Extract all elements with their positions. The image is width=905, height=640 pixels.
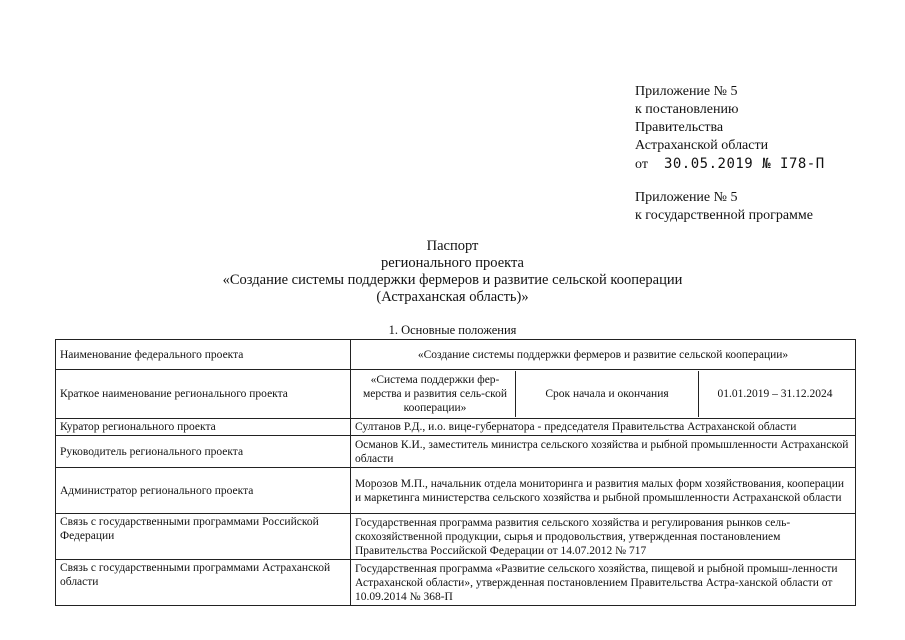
title-line-region: (Астраханская область)» — [376, 289, 529, 305]
table-row — [56, 560, 856, 606]
appendix-ref-government: Правительства — [635, 120, 724, 135]
passport-table — [55, 339, 856, 606]
row-value: Государственная программа «Развитие сельского хозяйства, пищевой и рыбной промыш-ленности Астраханской области», утвержденная постановлением Правительства Астра-ханской области от 10.09.2014 № 368-П — [351, 560, 856, 606]
period-label: Срок начала и окончания — [516, 371, 699, 417]
row-label: Администратор регионального проекта — [56, 468, 351, 514]
row-label: Руководитель регионального проекта — [56, 436, 351, 468]
row-label: Куратор регионального проекта — [56, 419, 351, 436]
row-label: Связь с государственными программами Российской Федерации — [56, 514, 351, 560]
table-row — [56, 514, 856, 560]
title-line-project-name: «Создание системы поддержки фермеров и развитие сельской кооперации — [222, 272, 683, 288]
table-row — [56, 468, 856, 514]
appendix-ref-state-program: к государственной программе — [635, 208, 813, 223]
row-value: Государственная программа развития сельского хозяйства и регулирования рынков сель-скохозяйственной продукции, сырья и продовольствия, утвержденная постановлением Правительства Российской Федерации от 14.07.2012 № 717 — [351, 514, 856, 560]
appendix-number: Приложение № 5 — [635, 84, 738, 99]
passport-title — [0, 238, 905, 306]
appendix-ref-resolution: к постановлению — [635, 102, 739, 117]
row-label: Краткое наименование регионального проекта — [56, 370, 351, 419]
table-row — [56, 370, 856, 419]
resolution-date-number: 30.05.2019 № I78-П — [663, 156, 825, 172]
resolution-date-line — [635, 155, 825, 174]
row-value: «Создание системы поддержки фермеров и развитие сельской кооперации» — [351, 340, 856, 370]
row-label: Связь с государственными программами Астраханской области — [56, 560, 351, 606]
row-label: Наименование федерального проекта — [56, 340, 351, 370]
row-value-composite — [351, 370, 856, 419]
row-value: Морозов М.П., начальник отдела мониторинга и развития малых форм хозяйствования, кооперации и маркетинга министерства сельского хозяйства и рыбной промышленности Астраханской области — [351, 468, 856, 514]
section-heading: 1. Основные положения — [388, 323, 517, 337]
date-prefix: от — [635, 157, 648, 172]
table-row — [56, 436, 856, 468]
appendix-to-state-program — [635, 189, 813, 225]
appendix-ref-region: Астраханской области — [635, 138, 769, 153]
appendix-number-2: Приложение № 5 — [635, 190, 738, 205]
appendix-to-resolution — [635, 83, 825, 174]
row-value: Османов К.И., заместитель министра сельского хозяйства и рыбной промышленности Астраханской области — [351, 436, 856, 468]
period-value: 01.01.2019 – 31.12.2024 — [717, 388, 833, 400]
table-row — [56, 340, 856, 370]
title-line-passport: Паспорт — [426, 238, 479, 254]
short-project-name: «Система поддержки фер-мерства и развития сель-ской кооперации» — [355, 371, 516, 417]
table-row — [56, 419, 856, 436]
title-line-project-type: регионального проекта — [381, 255, 524, 271]
row-value: Султанов Р.Д., и.о. вице-губернатора - председателя Правительства Астраханской области — [351, 419, 856, 436]
